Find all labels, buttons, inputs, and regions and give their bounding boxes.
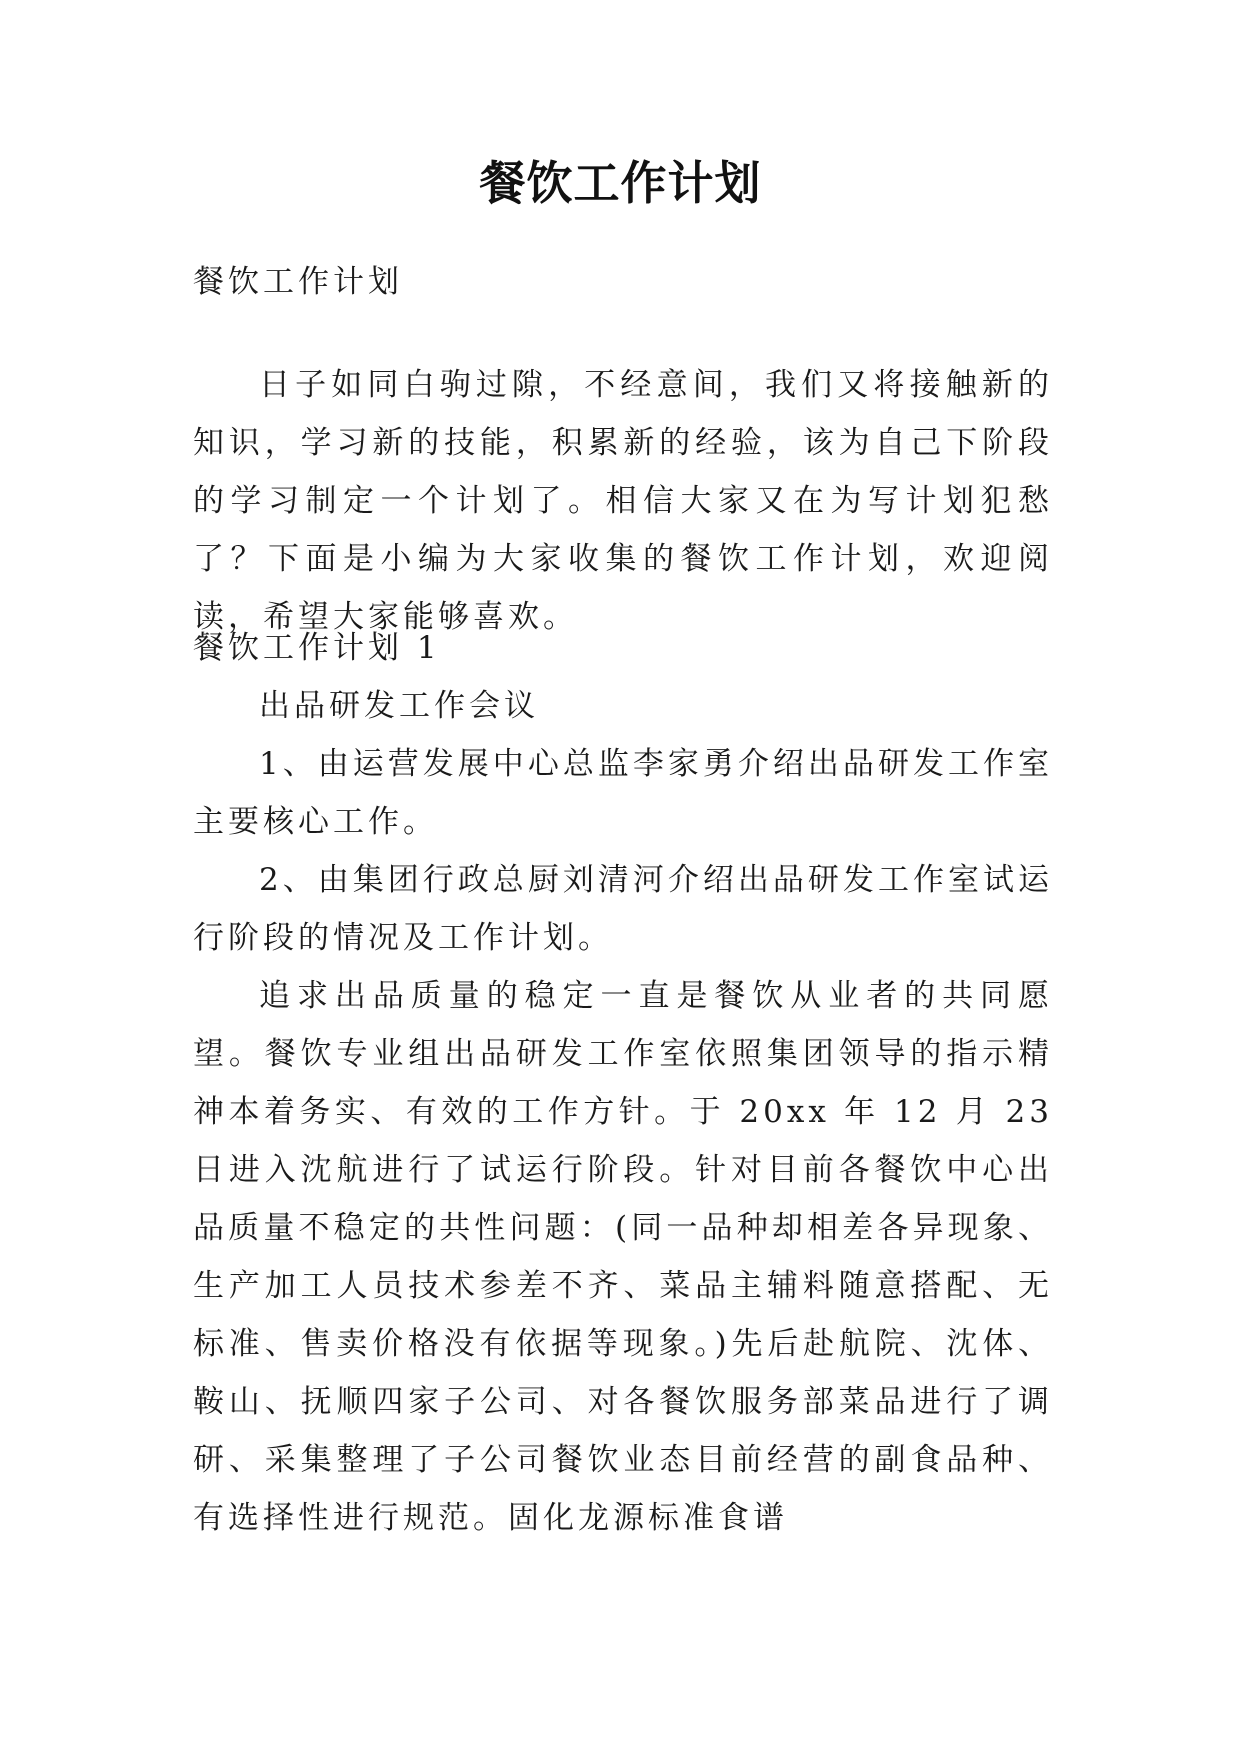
list-item-2: 2、由集团行政总厨刘清河介绍出品研发工作室试运行阶段的情况及工作计划。: [193, 862, 1053, 956]
document-title: 餐饮工作计划: [479, 156, 762, 210]
intro-paragraph: 日子如同白驹过隙，不经意间，我们又将接触新的知识，学习新的技能，积累新的经验，该为自己下阶段的学习制定一个计划了。相信大家又在为写计划犯愁了？下面是小编为大家收集的餐饮工作计划，欢迎阅读，希望大家能够喜欢。: [193, 367, 1053, 635]
document-subtitle: 餐饮工作计划: [193, 264, 403, 300]
body-paragraph: 追求出品质量的稳定一直是餐饮从业者的共同愿望。餐饮专业组出品研发工作室依照集团领导的指示精神本着务实、有效的工作方针。于 20xx 年 12 月 23 日进入沈航进行了试运行阶段。针对目前各餐饮中心出品质量不稳定的共性问题：(同一品种却相差各异现象、生产加工人员技术参差不齐、菜品主辅料随意搭配、无标准、售卖价格没有依据等现象。)先后赴航院、沈体、鞍山、抚顺四家子公司、对各餐饮服务部菜品进行了调研、采集整理了子公司餐饮业态目前经营的副食品种、有选择性进行规范。固化龙源标准食谱: [193, 978, 1053, 1536]
meeting-heading: 出品研发工作会议: [259, 688, 539, 724]
list-item-1: 1、由运营发展中心总监李家勇介绍出品研发工作室主要核心工作。: [193, 746, 1053, 840]
section-heading: 餐饮工作计划 1: [193, 630, 441, 666]
